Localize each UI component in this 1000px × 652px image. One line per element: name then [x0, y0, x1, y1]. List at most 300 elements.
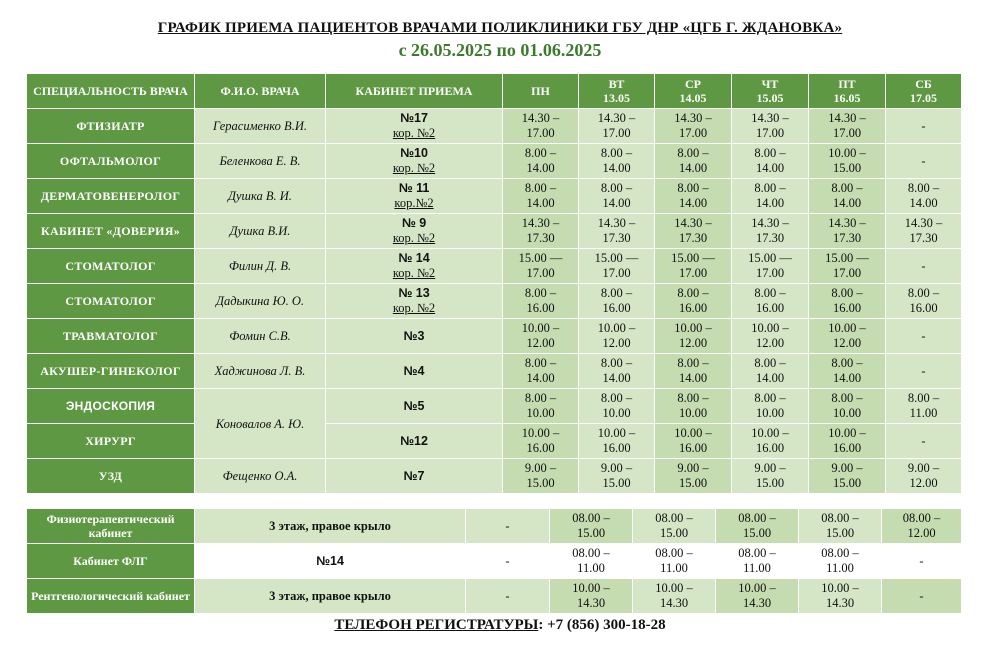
time-end: 16.00	[755, 441, 785, 455]
specialty-cell: ОФТАЛЬМОЛОГ	[27, 144, 195, 179]
time-end: 17.00	[678, 266, 708, 280]
time-cell	[799, 509, 882, 544]
time-end: 16.00	[602, 441, 631, 455]
time-start: 8.00 –	[677, 286, 709, 300]
time-end: 11.00	[909, 406, 938, 420]
time-start: 10.00 –	[751, 426, 789, 440]
time-cell	[503, 389, 579, 424]
day-name: СБ	[915, 77, 932, 91]
room-number: №10	[400, 146, 428, 160]
room-number: №5	[403, 398, 425, 413]
room-cell	[326, 354, 503, 389]
specialty-cell: СТОМАТОЛОГ	[27, 284, 195, 319]
doctor-cell: Филин Д. В.	[195, 249, 326, 284]
time-start: 10.00 –	[751, 321, 789, 335]
time-start: 8.00 –	[524, 146, 557, 160]
time-start: 10.00 –	[828, 321, 866, 335]
specialty-cell: ФТИЗИАТР	[27, 109, 195, 144]
specialty-cell: ДЕРМАТОВЕНЕРОЛОГ	[27, 179, 195, 214]
doctor-cell: Душка В.И.	[195, 214, 326, 249]
time-start: 8.00 –	[600, 286, 633, 300]
room-number: № 11	[398, 181, 430, 195]
time-end: 14.00	[678, 371, 708, 385]
time-end: 15.00	[832, 476, 862, 490]
time-start: 10.00 –	[828, 426, 866, 440]
time-cell	[732, 389, 809, 424]
time-start: 14.30 –	[674, 216, 712, 230]
time-cell	[579, 284, 655, 319]
table-row	[27, 214, 962, 249]
table-row	[27, 579, 962, 614]
time-end: 14.30	[742, 596, 772, 610]
time-cell	[550, 544, 633, 579]
time-end: 17.00	[526, 266, 555, 280]
table-row	[27, 144, 962, 179]
time-end: 17.30	[755, 231, 785, 245]
time-start: 8.00 –	[677, 146, 709, 160]
time-start: -	[921, 328, 926, 343]
time-cell	[579, 109, 655, 144]
time-end: 14.00	[678, 196, 708, 210]
time-cell	[503, 284, 579, 319]
col-header-spec: СПЕЦИАЛЬНОСТЬ ВРАЧА	[27, 74, 195, 109]
building-label: кор. №2	[392, 126, 436, 140]
time-start: 8.00 –	[831, 286, 863, 300]
time-start: 10.00 –	[572, 581, 610, 595]
time-start: 14.30 –	[904, 216, 943, 230]
specialty-cell: УЗД	[27, 459, 195, 494]
time-cell	[732, 354, 809, 389]
time-start: 8.00 –	[754, 391, 786, 405]
time-end: 16.00	[678, 441, 708, 455]
time-end: 12.00	[907, 526, 936, 540]
time-cell	[579, 249, 655, 284]
time-start: 14.30 –	[597, 111, 636, 125]
table-row	[27, 284, 962, 319]
time-cell	[732, 319, 809, 354]
doctor-cell: Фомин С.В.	[195, 319, 326, 354]
time-start: 8.00 –	[524, 286, 557, 300]
time-start: 8.00 –	[831, 391, 863, 405]
table-row	[27, 509, 962, 544]
col-header-day	[886, 74, 962, 109]
time-cell	[579, 179, 655, 214]
time-start: 14.30 –	[828, 216, 866, 230]
time-cell	[732, 424, 809, 459]
time-end: 16.00	[526, 441, 555, 455]
time-start: -	[919, 588, 924, 603]
time-end: 11.00	[743, 561, 771, 575]
table-row	[27, 544, 962, 579]
time-end: 15.00	[678, 476, 708, 490]
registry-phone-label: ТЕЛЕФОН РЕГИСТРАТУРЫ	[334, 617, 539, 633]
time-cell	[886, 144, 962, 179]
time-end: 16.00	[678, 301, 708, 315]
time-end: 17.00	[755, 126, 785, 140]
specialty-cell: ХИРУРГ	[27, 424, 195, 459]
table-row	[27, 424, 962, 459]
time-end: 17.00	[678, 126, 708, 140]
time-cell	[655, 354, 732, 389]
time-cell	[655, 424, 732, 459]
time-end: 17.30	[909, 231, 938, 245]
time-cell	[886, 284, 962, 319]
table-header-row	[27, 74, 962, 109]
time-cell	[503, 109, 579, 144]
doctor-cell: Хаджинова Л. В.	[195, 354, 326, 389]
time-cell	[579, 459, 655, 494]
monday-cell: -	[466, 544, 550, 579]
time-end: 14.00	[602, 161, 631, 175]
room-cell	[326, 179, 503, 214]
monday-cell: -	[466, 509, 550, 544]
table-row	[27, 109, 962, 144]
room-number: № 9	[401, 216, 427, 230]
time-end: 17.30	[678, 231, 708, 245]
specialty-cell: ТРАВМАТОЛОГ	[27, 319, 195, 354]
time-cell	[886, 214, 962, 249]
time-end: 11.00	[826, 561, 854, 575]
room-cell	[326, 459, 503, 494]
time-cell	[882, 544, 962, 579]
time-start: 08.00 –	[821, 546, 859, 560]
time-cell	[886, 354, 962, 389]
room-number: № 14	[398, 251, 430, 265]
time-end: 16.00	[832, 301, 862, 315]
time-cell	[655, 459, 732, 494]
time-cell	[732, 459, 809, 494]
table-row	[27, 319, 962, 354]
day-date: 14.05	[679, 91, 707, 105]
time-end: 14.30	[576, 596, 606, 610]
time-end: 14.00	[602, 371, 631, 385]
time-start: 8.00 –	[677, 391, 709, 405]
time-start: 10.00 –	[521, 321, 560, 335]
time-start: -	[921, 118, 926, 133]
time-end: 12.00	[755, 336, 785, 350]
room-cell	[326, 284, 503, 319]
room-number: №17	[400, 111, 428, 125]
time-cell	[655, 109, 732, 144]
time-start: 10.00 –	[521, 426, 560, 440]
time-start: 08.00 –	[821, 511, 859, 525]
doctor-cell: Беленкова Е. В.	[195, 144, 326, 179]
time-end: 12.00	[678, 336, 708, 350]
time-cell	[579, 354, 655, 389]
time-end: 12.00	[832, 336, 862, 350]
time-cell	[809, 284, 886, 319]
service-label: Рентгенологический кабинет	[27, 579, 195, 614]
room-cell	[326, 109, 503, 144]
time-end: 14.00	[755, 371, 785, 385]
room-number: №3	[403, 328, 425, 343]
time-cell	[809, 424, 886, 459]
time-cell	[809, 319, 886, 354]
time-cell	[655, 249, 732, 284]
day-date: 16.05	[833, 91, 861, 105]
time-start: 8.00 –	[524, 356, 557, 370]
room-number: №4	[403, 363, 425, 378]
time-cell	[655, 179, 732, 214]
time-start: 8.00 –	[524, 391, 557, 405]
time-start: 15.00 —	[748, 251, 792, 265]
time-start: 8.00 –	[600, 356, 633, 370]
time-start: 10.00 –	[674, 426, 712, 440]
room-number: №7	[403, 468, 425, 483]
time-cell	[550, 579, 633, 614]
time-cell	[716, 509, 799, 544]
time-cell	[579, 424, 655, 459]
day-date: 15.05	[756, 91, 784, 105]
time-cell	[809, 144, 886, 179]
doctor-cell: Герасименко В.И.	[195, 109, 326, 144]
time-start: 15.00 —	[825, 251, 869, 265]
time-cell	[655, 284, 732, 319]
time-cell	[655, 319, 732, 354]
time-start: 08.00 –	[655, 511, 693, 525]
time-end: 17.30	[832, 231, 862, 245]
time-start: 14.30 –	[828, 111, 866, 125]
time-end: 10.00	[755, 406, 785, 420]
time-cell	[732, 284, 809, 319]
col-header-day	[503, 74, 579, 109]
time-cell	[503, 214, 579, 249]
room-cell	[326, 389, 503, 424]
time-cell	[809, 179, 886, 214]
col-header-doctor: Ф.И.О. ВРАЧА	[195, 74, 326, 109]
room-cell	[326, 424, 503, 459]
time-start: 8.00 –	[831, 181, 863, 195]
time-cell	[809, 214, 886, 249]
time-end: 14.00	[909, 196, 938, 210]
time-cell	[503, 144, 579, 179]
time-start: 8.00 –	[600, 391, 633, 405]
time-end: 12.00	[909, 476, 938, 490]
time-cell	[886, 459, 962, 494]
time-cell	[503, 319, 579, 354]
room-number: № 13	[398, 286, 430, 300]
day-name: ЧТ	[761, 77, 779, 91]
time-end: 15.00	[832, 161, 862, 175]
building-label: кор. №2	[392, 301, 436, 315]
schedule-period: с 26.05.2025 по 01.06.2025	[398, 40, 602, 60]
building-label: кор. №2	[392, 266, 436, 280]
time-end: 14.00	[602, 196, 631, 210]
time-start: 10.00 –	[655, 581, 693, 595]
time-start: 15.00 —	[594, 251, 639, 265]
time-start: 10.00 –	[597, 426, 636, 440]
time-end: 17.00	[526, 126, 555, 140]
time-cell	[633, 509, 716, 544]
time-end: 12.00	[602, 336, 631, 350]
registry-phone-number: : +7 (856) 300-18-28	[538, 617, 666, 633]
doctor-cell: Дадыкина Ю. О.	[195, 284, 326, 319]
time-start: 10.00 –	[828, 146, 866, 160]
registry-phone	[0, 617, 1000, 634]
building-label: кор. №2	[392, 231, 436, 245]
time-end: 14.30	[825, 596, 855, 610]
time-cell	[732, 249, 809, 284]
service-room: 3 этаж, правое крыло	[195, 579, 466, 614]
table-row	[27, 459, 962, 494]
monday-cell: -	[466, 579, 550, 614]
time-end: 17.00	[755, 266, 785, 280]
doctor-cell: Душка В. И.	[195, 179, 326, 214]
time-start: 9.00 –	[600, 461, 633, 475]
time-cell	[655, 144, 732, 179]
col-header-day	[732, 74, 809, 109]
building-label: кор.№2	[394, 196, 434, 210]
time-end: 14.00	[526, 196, 555, 210]
time-cell	[503, 459, 579, 494]
table-row	[27, 354, 962, 389]
day-date: 13.05	[603, 91, 630, 105]
time-start: 8.00 –	[907, 286, 940, 300]
time-end: 12.00	[526, 336, 555, 350]
time-cell	[732, 214, 809, 249]
day-name: СР	[685, 77, 701, 91]
time-end: 15.00	[755, 476, 785, 490]
time-start: 9.00 –	[677, 461, 709, 475]
time-start: 8.00 –	[754, 146, 786, 160]
time-start: 14.30 –	[597, 216, 636, 230]
time-cell	[882, 509, 962, 544]
time-start: 08.00 –	[572, 546, 610, 560]
time-start: 8.00 –	[677, 181, 709, 195]
time-cell	[579, 319, 655, 354]
time-cell	[732, 109, 809, 144]
col-header-day	[655, 74, 732, 109]
time-cell	[579, 389, 655, 424]
time-end: 14.00	[678, 161, 708, 175]
room-cell	[326, 319, 503, 354]
time-start: 8.00 –	[600, 146, 633, 160]
time-cell	[503, 179, 579, 214]
services-table	[26, 508, 962, 614]
time-end: 14.00	[755, 196, 785, 210]
col-header-room: КАБИНЕТ ПРИЕМА	[326, 74, 503, 109]
time-cell	[633, 579, 716, 614]
room-cell	[326, 144, 503, 179]
time-cell	[882, 579, 962, 614]
table-row	[27, 179, 962, 214]
col-header-day	[809, 74, 886, 109]
time-start: 15.00 —	[518, 251, 563, 265]
time-start: 8.00 –	[754, 286, 786, 300]
time-cell	[503, 424, 579, 459]
time-start: 15.00 —	[671, 251, 715, 265]
time-start: 08.00 –	[572, 511, 610, 525]
day-name: ПН	[531, 84, 550, 98]
page-title: ГРАФИК ПРИЕМА ПАЦИЕНТОВ ВРАЧАМИ ПОЛИКЛИНИКИ ГБУ ДНР «ЦГБ Г. ЖДАНОВКА»	[157, 20, 843, 36]
time-start: 8.00 –	[754, 181, 786, 195]
time-end: 16.00	[602, 301, 631, 315]
specialty-cell: ЭНДОСКОПИЯ	[27, 389, 195, 424]
specialty-cell: СТОМАТОЛОГ	[27, 249, 195, 284]
time-cell	[886, 319, 962, 354]
time-start: 08.00 –	[655, 546, 693, 560]
time-cell	[886, 179, 962, 214]
time-start: 14.30 –	[751, 111, 789, 125]
time-end: 15.00	[825, 526, 855, 540]
specialty-cell: КАБИНЕТ «ДОВЕРИЯ»	[27, 214, 195, 249]
specialty-cell: АКУШЕР-ГИНЕКОЛОГ	[27, 354, 195, 389]
time-start: 10.00 –	[738, 581, 776, 595]
room-cell	[326, 249, 503, 284]
doctor-cell: Коновалов А. Ю.	[195, 389, 326, 459]
time-start: -	[921, 363, 926, 378]
time-cell	[886, 249, 962, 284]
time-cell	[809, 459, 886, 494]
time-end: 14.00	[526, 161, 555, 175]
time-cell	[716, 579, 799, 614]
time-start: 14.30 –	[521, 216, 560, 230]
time-end: 17.00	[602, 126, 631, 140]
time-start: 8.00 –	[907, 391, 940, 405]
time-end: 17.00	[832, 266, 862, 280]
time-end: 15.00	[742, 526, 772, 540]
time-end: 14.30	[659, 596, 689, 610]
time-start: -	[919, 553, 924, 568]
time-end: 10.00	[832, 406, 862, 420]
time-cell	[655, 214, 732, 249]
time-start: -	[921, 433, 926, 448]
table-row	[27, 389, 962, 424]
time-end: 14.00	[832, 196, 862, 210]
time-cell	[886, 389, 962, 424]
time-cell	[655, 389, 732, 424]
time-end: 15.00	[602, 476, 631, 490]
time-cell	[732, 144, 809, 179]
time-start: 8.00 –	[600, 181, 633, 195]
table-row	[27, 249, 962, 284]
time-start: 14.30 –	[521, 111, 560, 125]
time-start: 08.00 –	[738, 546, 776, 560]
time-cell	[579, 144, 655, 179]
time-cell	[503, 354, 579, 389]
service-label: Физиотерапевтический кабинет	[27, 509, 195, 544]
time-start: 8.00 –	[754, 356, 786, 370]
time-end: 16.00	[526, 301, 555, 315]
time-cell	[886, 424, 962, 459]
time-start: 9.00 –	[831, 461, 863, 475]
day-name: ВТ	[608, 77, 625, 91]
time-cell	[809, 354, 886, 389]
time-cell	[809, 249, 886, 284]
time-end: 17.30	[526, 231, 555, 245]
schedule-table	[26, 73, 962, 494]
time-start: 08.00 –	[738, 511, 776, 525]
time-start: -	[921, 153, 926, 168]
time-start: 8.00 –	[907, 181, 940, 195]
time-end: 16.00	[909, 301, 938, 315]
time-start: 8.00 –	[831, 356, 863, 370]
room-cell	[326, 214, 503, 249]
time-start: 14.30 –	[751, 216, 789, 230]
time-cell	[550, 509, 633, 544]
building-label: кор. №2	[392, 161, 436, 175]
time-start: 10.00 –	[821, 581, 859, 595]
day-date: 17.05	[910, 91, 937, 105]
time-end: 17.30	[602, 231, 631, 245]
service-label: Кабинет ФЛГ	[27, 544, 195, 579]
time-end: 10.00	[526, 406, 555, 420]
time-cell	[886, 109, 962, 144]
time-cell	[809, 389, 886, 424]
time-end: 15.00	[659, 526, 689, 540]
time-end: 10.00	[678, 406, 708, 420]
time-end: 15.00	[576, 526, 606, 540]
